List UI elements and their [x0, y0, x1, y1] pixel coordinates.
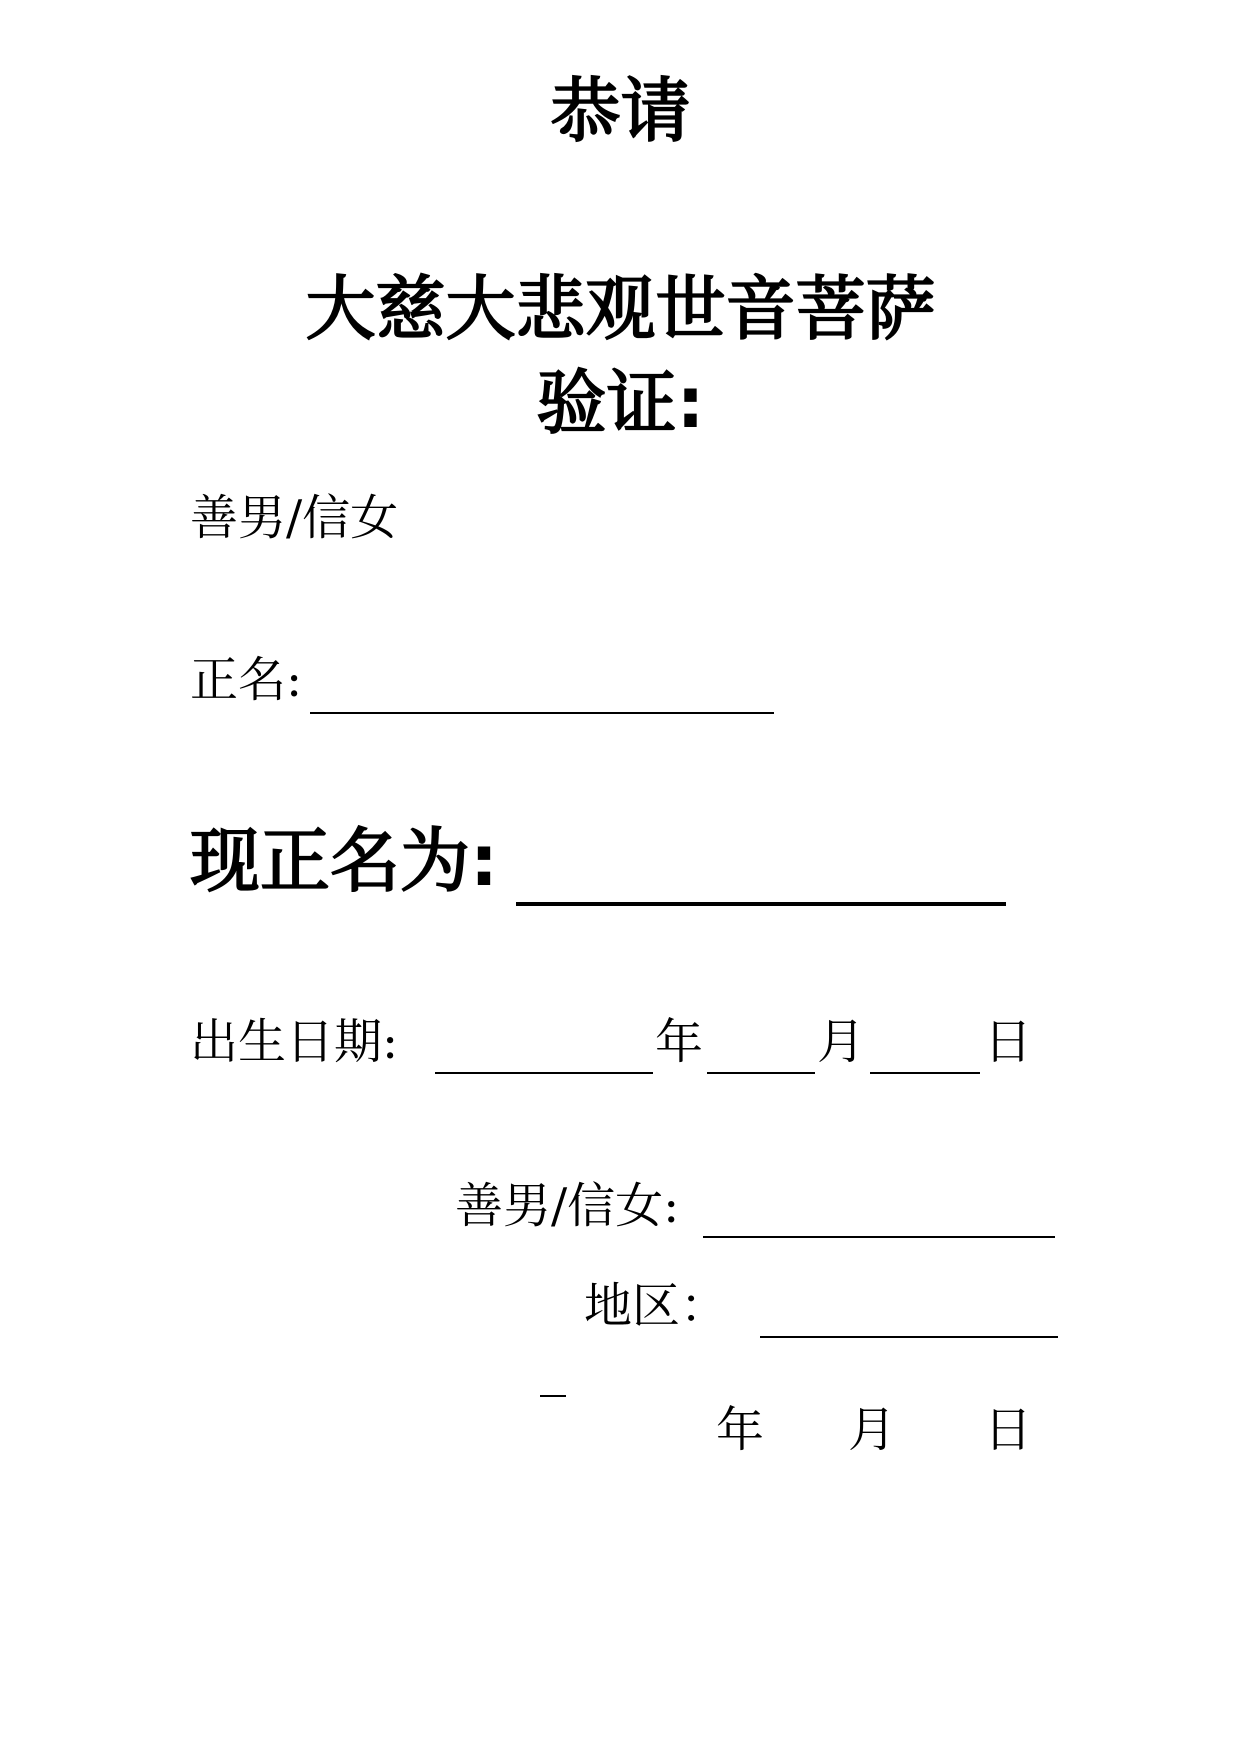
birth-date-label: 出生日期:: [190, 1014, 399, 1070]
area-label: 地区：: [584, 1278, 729, 1334]
birth-year-unit: 年: [655, 1014, 704, 1070]
signature-month-unit: 月: [848, 1402, 897, 1458]
birth-day-unit: 日: [984, 1014, 1033, 1070]
name-field[interactable]: [310, 712, 774, 714]
new-name-label: 现正名为:: [190, 820, 498, 902]
verify-heading: 验证:: [536, 362, 705, 444]
signature-day-unit: 日: [984, 1402, 1033, 1458]
signature-year-unit: 年: [716, 1402, 765, 1458]
birth-day-field[interactable]: [870, 1072, 980, 1074]
new-name-field[interactable]: [516, 902, 1006, 906]
document-title: 恭请: [550, 70, 691, 152]
stray-dash-mark: [540, 1395, 566, 1397]
name-label: 正名:: [190, 652, 303, 708]
deity-heading: 大慈大悲观世音菩萨: [305, 268, 936, 350]
area-field[interactable]: [760, 1336, 1058, 1338]
birth-month-unit: 月: [817, 1014, 866, 1070]
believer-label: 善男/信女: [190, 490, 399, 546]
signature-believer-label: 善男/信女:: [455, 1178, 680, 1234]
birth-month-field[interactable]: [707, 1072, 815, 1074]
signature-believer-field[interactable]: [703, 1236, 1055, 1238]
birth-year-field[interactable]: [435, 1072, 653, 1074]
